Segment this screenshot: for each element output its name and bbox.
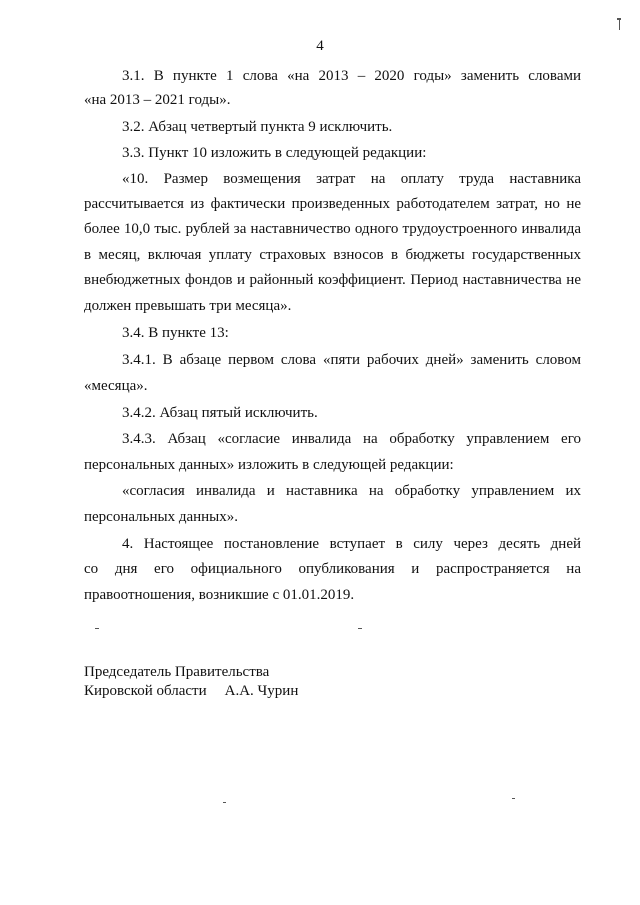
para-3-4-3-line-1: 3.4.3. Абзац «согласие инвалида на обработку управлением его	[122, 431, 581, 447]
para-3-1-line-2: «на 2013 – 2021 годы».	[84, 92, 231, 108]
para-3-4-2: 3.4.2. Абзац пятый исключить.	[122, 405, 318, 421]
para-4-line-1: 4. Настоящее постановление вступает в силу через десять дней	[122, 536, 581, 552]
quote-10-line-5: внебюджетных фондов и районный коэффициент. Период наставничества не	[84, 272, 581, 288]
signature-region-line	[84, 682, 298, 700]
signature-region: Кировской области	[84, 683, 207, 699]
quote-10-line-4: в месяц, включая уплату страховых взносов в бюджеты государственных	[84, 247, 581, 263]
signature-title: Председатель Правительства	[84, 664, 270, 680]
scan-speck	[95, 628, 99, 629]
para-3-4-3-line-2: персональных данных» изложить в следующей редакции:	[84, 457, 454, 473]
para-3-3: 3.3. Пункт 10 изложить в следующей редакции:	[122, 145, 427, 161]
replacement-line-2: персональных данных».	[84, 509, 239, 525]
para-3-4-1-line-1: 3.4.1. В абзаце первом слова «пяти рабочих дней» заменить словом	[122, 352, 581, 368]
para-3-4-1-line-2: «месяца».	[84, 378, 148, 394]
quote-10-line-1: «10. Размер возмещения затрат на оплату труда наставника	[122, 171, 581, 187]
quote-10-line-3: более 10,0 тыс. рублей за наставничество одного трудоустроенного инвалида	[84, 221, 581, 237]
replacement-line-1: «согласия инвалида и наставника на обработку управлением их	[122, 483, 581, 499]
scan-speck	[512, 798, 515, 799]
para-4-line-2: со дня его официального опубликования и распространяется на	[84, 561, 581, 577]
para-3-4: 3.4. В пункте 13:	[122, 325, 229, 341]
para-4-line-3: правоотношения, возникшие с 01.01.2019.	[84, 587, 355, 603]
page-number: 4	[316, 38, 324, 54]
signature-name: А.А. Чурин	[224, 683, 299, 699]
quote-10-line-2: рассчитывается из фактически произведенных работодателем затрат, но не	[84, 196, 581, 212]
scan-speck	[619, 20, 620, 30]
scan-speck	[358, 628, 362, 629]
para-3-2: 3.2. Абзац четвертый пункта 9 исключить.	[122, 119, 393, 135]
para-3-1-line-1: 3.1. В пункте 1 слова «на 2013 – 2020 годы» заменить словами	[122, 68, 581, 84]
quote-10-line-6: должен превышать три месяца».	[84, 298, 292, 314]
scan-speck	[223, 802, 226, 803]
